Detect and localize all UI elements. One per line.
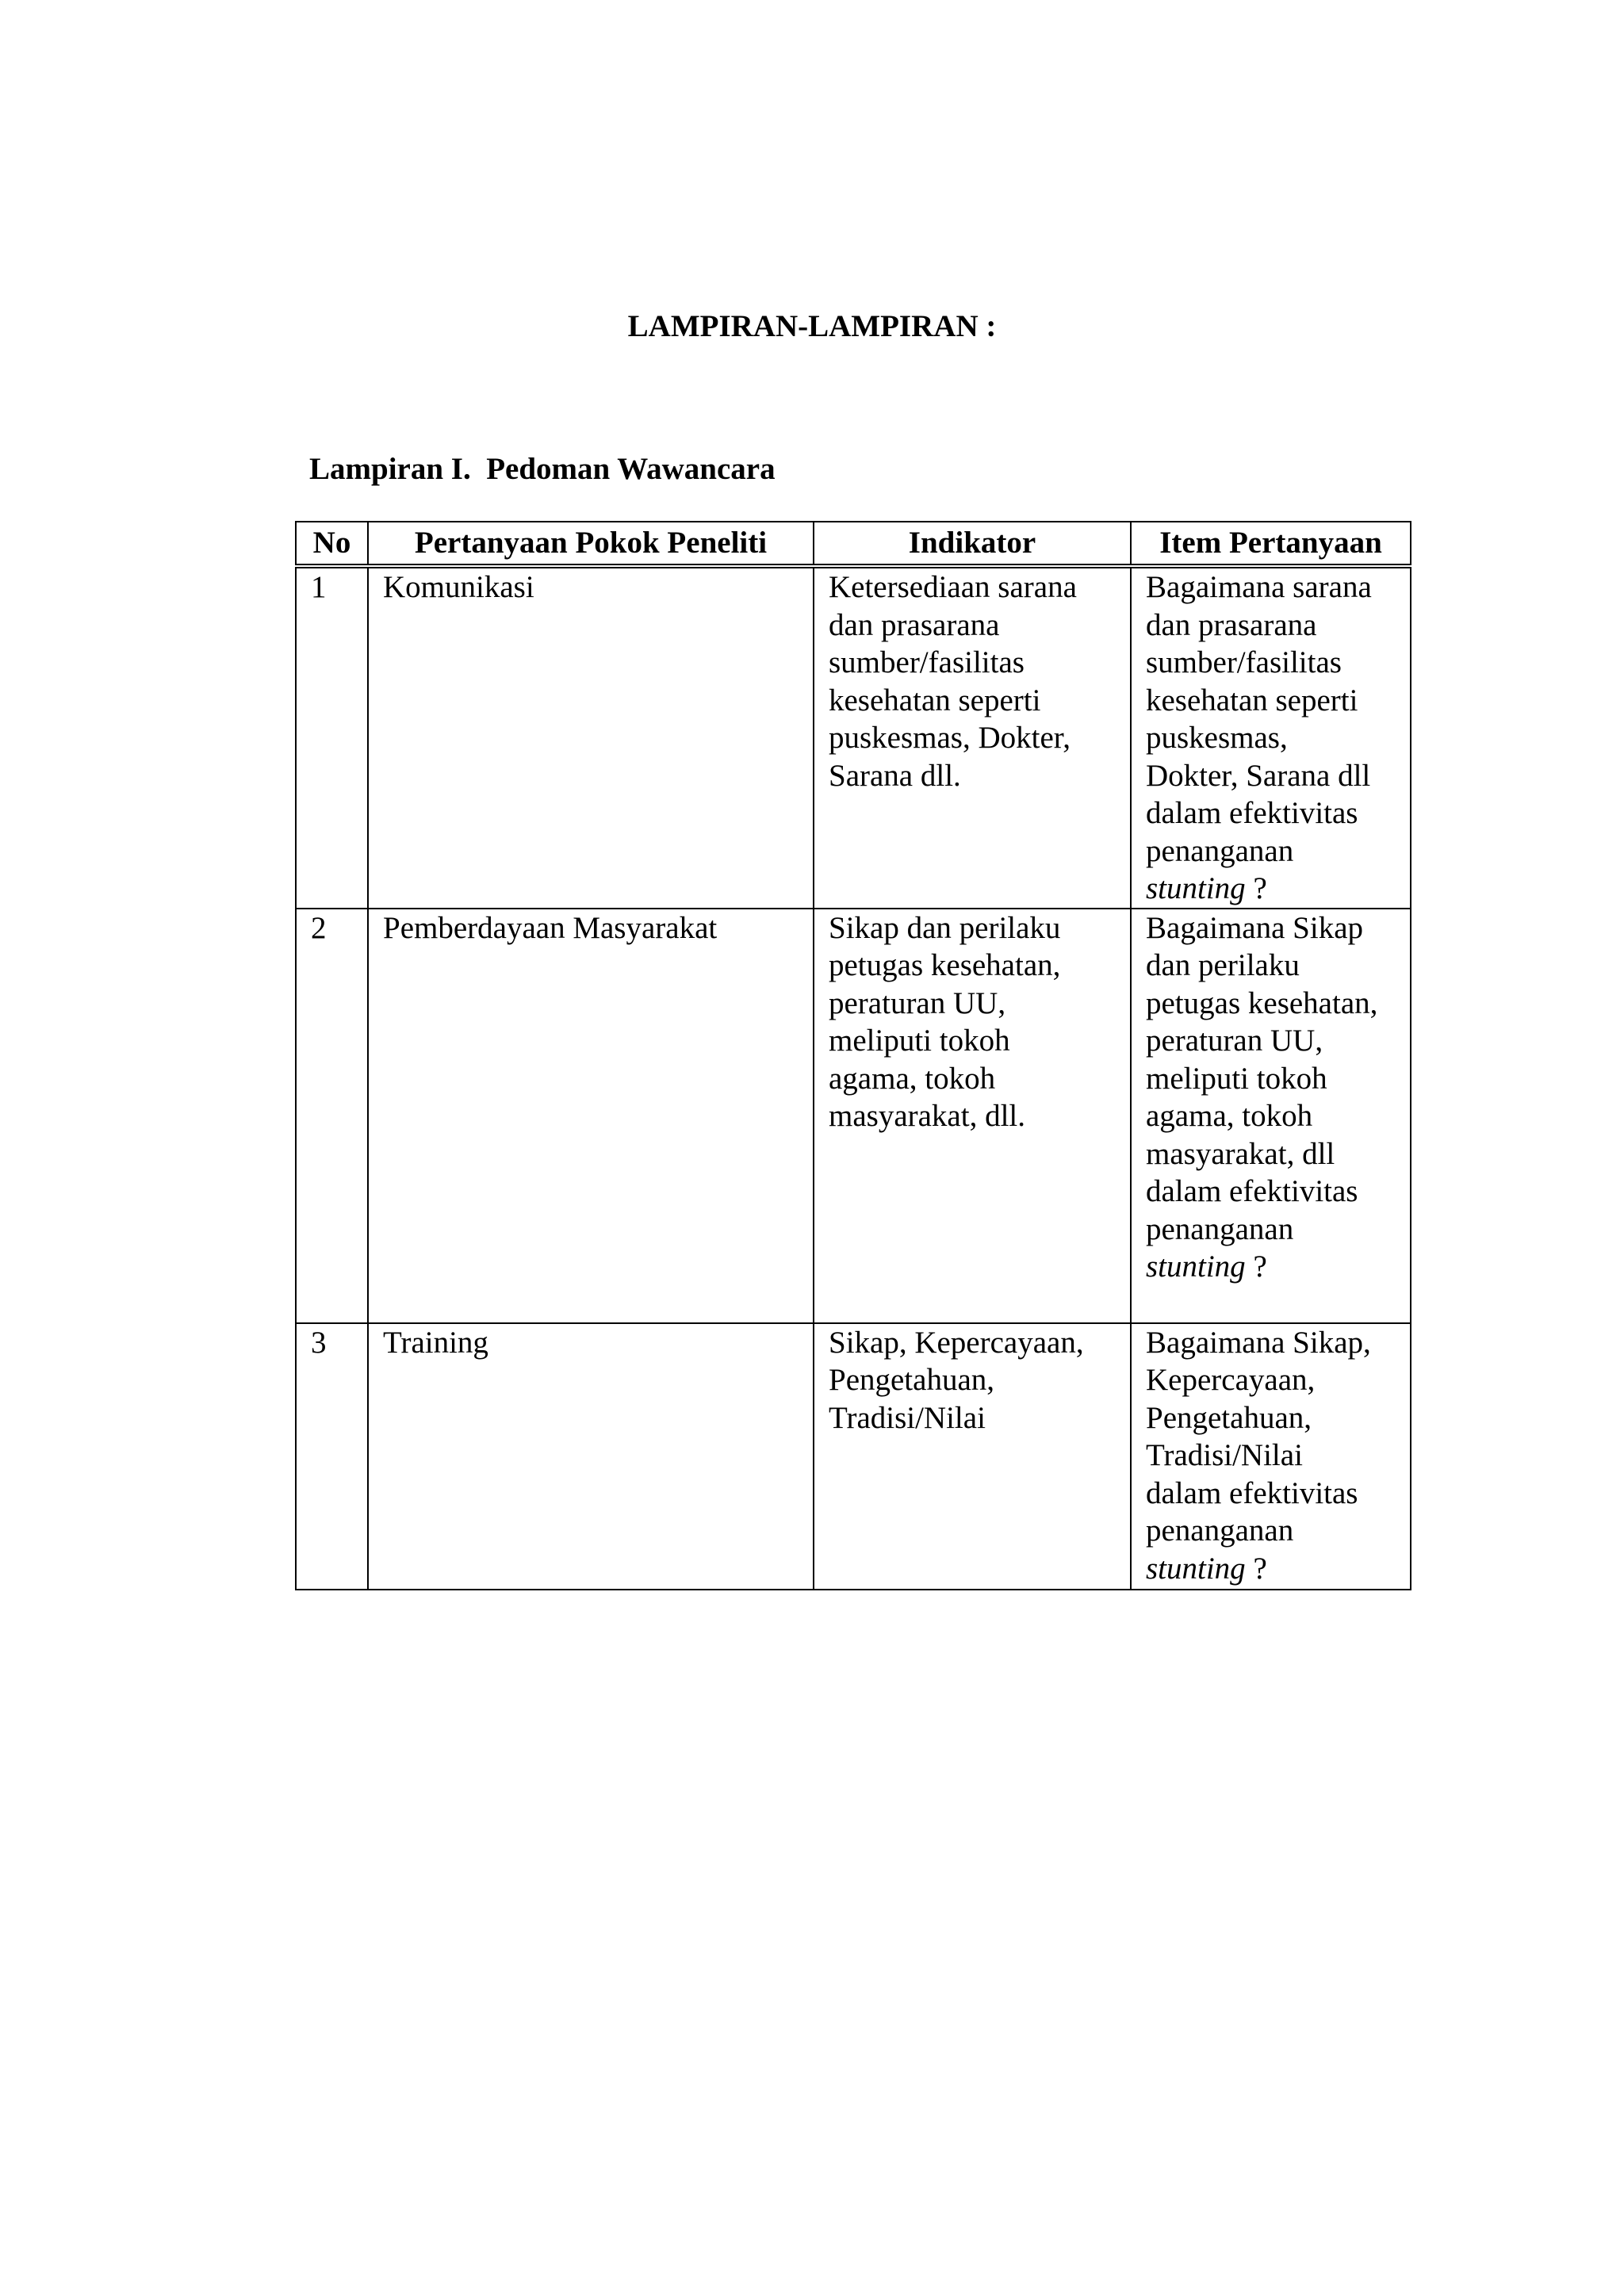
cell-indikator: Sikap, Kepercayaan, Pengetahuan, Tradisi/Nilai (814, 1323, 1131, 1590)
cell-no: 3 (296, 1323, 368, 1590)
table-row (296, 909, 1411, 1323)
table-row (296, 1323, 1411, 1590)
item-text: Bagaimana Sikap, Kepercayaan, Pengetahuan, Tradisi/Nilai dalam efektivitas penanganan (1146, 1325, 1371, 1548)
item-text: Bagaimana Sikap dan perilaku petugas kesehatan, peraturan UU, meliputi tokoh agama, tokoh masyarakat, dll dalam efektivitas penanganan (1146, 910, 1378, 1246)
item-term: stunting (1146, 871, 1246, 905)
page-title: LAMPIRAN-LAMPIRAN : (627, 309, 997, 343)
table-row (296, 566, 1411, 909)
item-end: ? (1245, 1249, 1267, 1284)
item-term: stunting (1146, 1551, 1246, 1586)
cell-no: 2 (296, 909, 368, 1323)
cell-indikator: Ketersediaan sarana dan prasarana sumber/fasilitas kesehatan seperti puskesmas, Dokter, Sarana dll. (814, 566, 1131, 909)
cell-indikator: Sikap dan perilaku petugas kesehatan, peraturan UU, meliputi tokoh agama, tokoh masyarakat, dll. (814, 909, 1131, 1323)
item-end: ? (1245, 871, 1267, 905)
cell-no: 1 (296, 566, 368, 909)
item-end: ? (1245, 1551, 1267, 1586)
header-item: Item Pertanyaan (1131, 522, 1411, 566)
cell-pertanyaan: Pemberdayaan Masyarakat (368, 909, 814, 1323)
table-header-row (296, 522, 1411, 566)
item-term: stunting (1146, 1249, 1246, 1284)
cell-pertanyaan: Training (368, 1323, 814, 1590)
cell-pertanyaan: Komunikasi (368, 566, 814, 909)
item-text: Bagaimana sarana dan prasarana sumber/fasilitas kesehatan seperti puskesmas, Dokter, Sarana dll dalam efektivitas penanganan (1146, 570, 1372, 868)
header-indikator: Indikator (814, 522, 1131, 566)
header-no: No (296, 522, 368, 566)
cell-item (1131, 1323, 1411, 1590)
cell-item (1131, 909, 1411, 1323)
header-pertanyaan: Pertanyaan Pokok Peneliti (368, 522, 814, 566)
cell-item (1131, 566, 1411, 909)
interview-guide-table (295, 521, 1411, 1590)
section-title: Lampiran I. Pedoman Wawancara (309, 452, 776, 486)
